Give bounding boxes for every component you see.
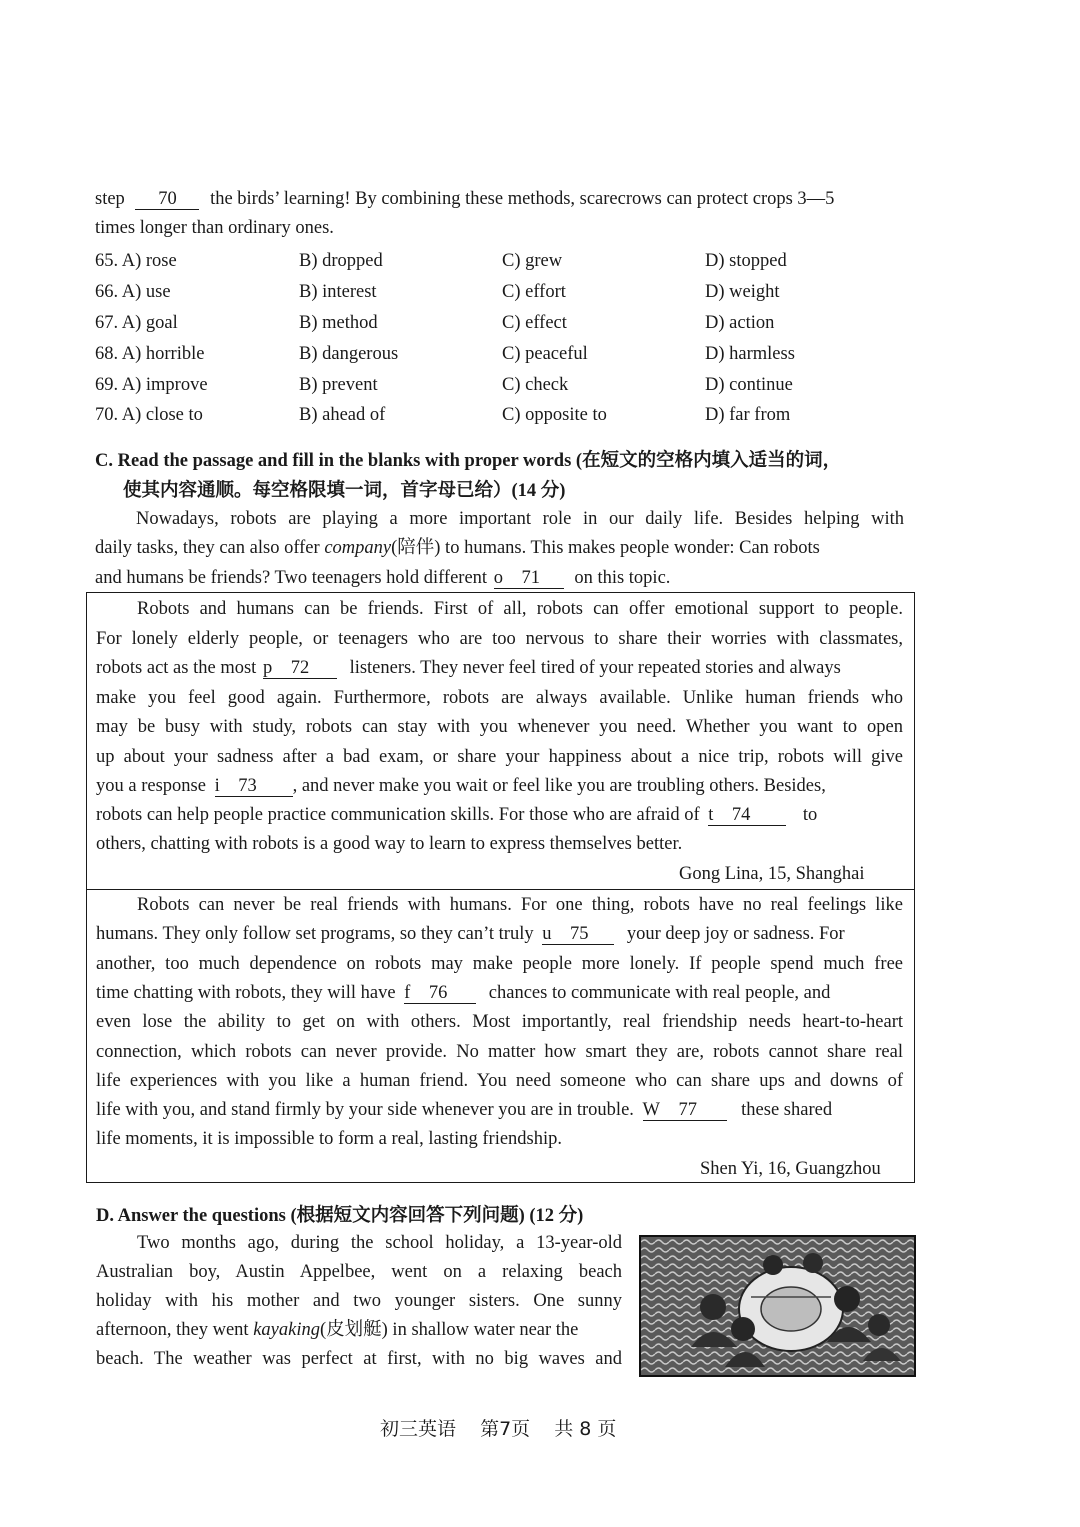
box2-line-6: connection, which robots can never provide. No matter how smart they are, robots cannot share real [96,1042,903,1062]
box2-line-4: time chatting with robots, they will have f 76 chances to communicate with real people, and [96,983,831,1003]
option-b: B) dropped [299,251,383,271]
blank-74: t 74 [708,805,786,826]
box2-line-9: life moments, it is impossible to form a real, lasting friendship. [96,1129,563,1149]
passage-b-line-2: times longer than ordinary ones. [95,218,334,238]
option-d: D) continue [705,375,793,395]
option-a: 67. A) goal [95,313,178,333]
box2-line-7: life experiences with you like a human friend. You need someone who can share ups and downs of [96,1071,903,1091]
blank-70: 70 [135,189,199,210]
blank-72: p 72 [263,658,337,679]
option-a: 68. A) horrible [95,344,205,364]
passage-d-line-2: Australian boy, Austin Appelbee, went on a relaxing beach [96,1262,622,1282]
box1-line-5: may be busy with study, robots can stay with you whenever you need. Whether you want to open [96,717,903,737]
option-c: C) grew [502,251,563,271]
box2-signature: Shen Yi, 16, Guangzhou [700,1159,881,1179]
option-a: 66. A) use [95,282,171,302]
option-b: B) method [299,313,378,333]
passage-b-line-1: step 70 the birds’ learning! By combining these methods, scarecrows can protect crops 3—5 [95,189,835,209]
option-c: C) opposite to [502,405,607,425]
footer-page: 第7页 [480,1418,531,1440]
passage-d-line-4: afternoon, they went kayaking(皮划艇) in shallow water near the [96,1320,579,1340]
option-c: C) effort [502,282,566,302]
option-a: 65. A) rose [95,251,177,271]
option-d: D) weight [705,282,780,302]
kayak-photo-drawing [641,1237,914,1375]
intro-line-3: and humans be friends? Two teenagers hold different o 71 on this topic. [95,568,671,588]
option-b: B) interest [299,282,377,302]
intro-line-2: daily tasks, they can also offer company(陪伴) to humans. This makes people wonder: Can robots [95,538,820,558]
section-c-heading-cont: 使其内容通顺。每空格限填一词，首字母已给）(14 分) [123,481,566,501]
box2-line-5: even lose the ability to get on with others. Most importantly, real friendship needs heart-to-heart [96,1012,903,1032]
option-c: C) check [502,375,569,395]
option-d: D) stopped [705,251,787,271]
box2-line-2: humans. They only follow set programs, so they can’t truly u 75 your deep joy or sadness. For [96,924,845,944]
box1-line-9: others, chatting with robots is a good way to learn to express themselves better. [96,834,683,854]
box2-line-3: another, too much dependence on robots may make people more lonely. If people spend much free [96,954,903,974]
page-footer [380,1414,616,1441]
box1-line-2: For lonely elderly people, or teenagers who are too nervous to share their worries with classmates, [96,629,903,649]
blank-76: f 76 [404,983,476,1004]
option-a: 69. A) improve [95,375,208,395]
option-b: B) ahead of [299,405,386,425]
kayak-photo [639,1235,916,1377]
box2-line-8: life with you, and stand firmly by your side whenever you are in trouble. W 77 these shared [96,1100,833,1120]
footer-subject: 初三英语 [380,1418,457,1440]
box1-line-8: robots can help people practice communication skills. For those who are afraid of t 74 to [96,805,818,825]
option-b: B) prevent [299,375,378,395]
box1-line-6: up about your sadness after a bad exam, or share your happiness about a nice trip, robots will give [96,747,903,767]
passage-d-line-3: holiday with his mother and two younger sisters. One sunny [96,1291,622,1311]
box2-line-1: Robots can never be real friends with humans. For one thing, robots have no real feelings like [137,895,903,915]
blank-77: W 77 [643,1100,727,1121]
box1-line-7: you a response i 73 , and never make you wait or feel like you are troubling others. Besides, [96,776,826,796]
blank-73: i 73 [215,776,293,797]
section-d-heading: D. Answer the questions (根据短文内容回答下列问题) (12 分) [96,1206,584,1226]
option-c: C) peaceful [502,344,588,364]
option-d: D) action [705,313,775,333]
option-d: D) far from [705,405,791,425]
box1-line-4: make you feel good again. Furthermore, robots are always available. Unlike human friends who [96,688,903,708]
section-c-heading: C. Read the passage and fill in the blanks with proper words (在短文的空格内填入适当的词， [95,451,842,471]
box1-line-3: robots act as the most p 72 listeners. They never feel tired of your repeated stories and always [96,658,841,678]
option-d: D) harmless [705,344,795,364]
option-b: B) dangerous [299,344,399,364]
blank-75: u 75 [542,924,614,945]
passage-d-line-5: beach. The weather was perfect at first, with no big waves and [96,1349,622,1369]
blank-71: o 71 [494,568,564,589]
box1-line-1: Robots and humans can be friends. First of all, robots can offer emotional support to people. [137,599,903,619]
option-a: 70. A) close to [95,405,203,425]
option-c: C) effect [502,313,567,333]
intro-line-1: Nowadays, robots are playing a more important role in our daily life. Besides helping with [136,509,904,529]
passage-d-line-1: Two months ago, during the school holiday, a 13-year-old [137,1233,622,1253]
box1-signature: Gong Lina, 15, Shanghai [679,864,865,884]
footer-total: 共 8 页 [554,1418,617,1440]
